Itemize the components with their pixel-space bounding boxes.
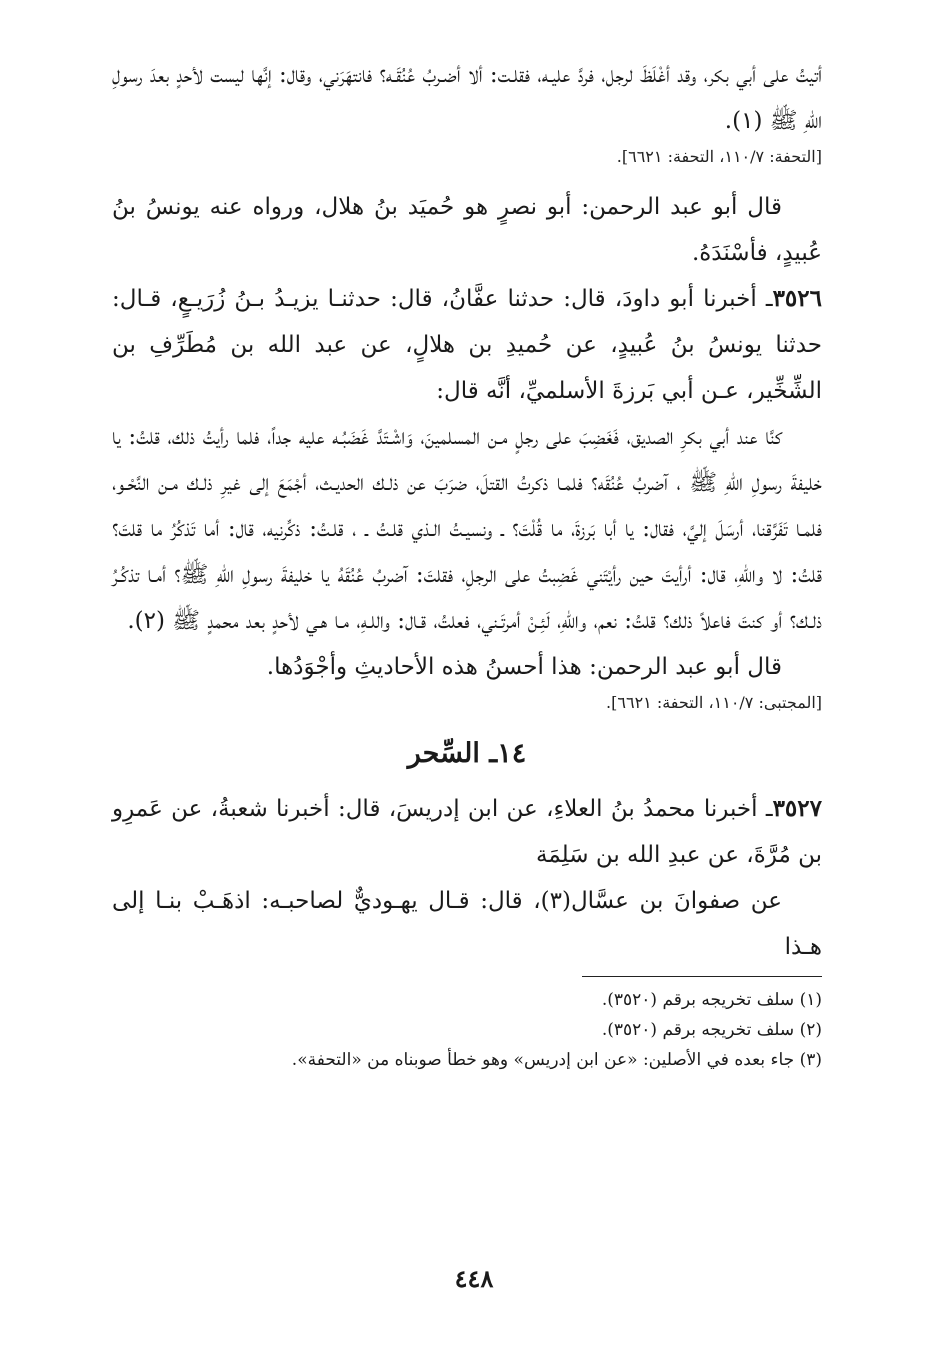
- hadith-3527-matn: عن صفوانَ بن عسَّال(٣)، قال: قـال يهـوديٌّ لصاحبـه: اذهَـبْ بنـا إلى هـذا: [112, 888, 822, 960]
- isnad-text: ـ أخبرنا أبو داودَ، قال: حدثنا عفَّانُ، قال: حدثنـا يزيـدُ بـنُ زُرَيـعٍ، قـال: حدثنا يونسُ بنُ عُبيدٍ، عن حُميدِ بن هلالٍ، عن عبد الله بن مُطَرِّفِ بن الشِّخِّير، عـن أبي بَرزةَ الأسلميِّ، أنَّه قال:: [112, 286, 822, 404]
- footnote-divider: [582, 976, 822, 977]
- hadith-3526-isnad: [112, 276, 822, 414]
- hadith-number: ٣٥٢٦: [772, 285, 822, 312]
- hadith-reference: [التحفة: ١١٠/٧، التحفة: ٦٦٢١].: [616, 147, 822, 166]
- hadith-3526-matn: كنَّا عند أبي بكرِ الصديق، فَغَضِبَ على رجلٍ مـن المسلمينَ، وَاشْـتَدَّ غَضَبُـه عليه جداً، فلما رأيتُ ذلك، قلتُ: يا خليفةَ رسولِ اللهِ ﷺ ، آضربُ عُنُقَه؟ فلمـا ذكرتُ القتلَ، ضرَبَ عن ذلـك الحديـث، أجْمَعَ إلى غيرِ ذلـك مـن النَّحْـو، فلمـا تَفَرَّقنا، أرسَلَ إليَّ، فقال: يا أبا بَرزةَ، ما قُلْتَ؟ ـ ونسيـتُ الـذي قلـتُ ـ ، قلـتُ: ذكِّرنيه، قال: أما تَذكُرُ ما قلتَ؟ قلتُ: لا واللهِ، قال: أرأيتَ حين رأيْتَني غَضِبتُ على الرجلِ، فقلتَ: آضربُ عُنُقَهُ يا خليفةَ رسولِ اللهِ ﷺ؟ أمـا تذكُـرُ ذلـك؟ أو كنتَ فاعلاً ذلك؟ قلتُ: نعم، واللهِ، لَئِـنْ أمرتَـني، فعلتُ، قـال: واللـهِ، مـا هـي لأحدٍ بعد محمدٍ ﷺ (٢).: [112, 424, 822, 634]
- isnad-text: ـ أخبرنا محمدُ بنُ العلاءِ، عن ابن إدريسَ، قال: أخبرنا شعبةُ، عن عَمرِو بن مُرَّةَ، عن عبدِ الله بن سَلِمَة: [112, 796, 822, 868]
- footnote-3: (٣) جاء بعده في الأصلين: «عن ابن إدريس» وهو خطأ صوبناه من «التحفة».: [291, 1050, 822, 1070]
- page-content: [112, 52, 822, 1075]
- author-comment: قال أبو عبد الرحمن: أبو نصرٍ هو حُميَد بنُ هلال، ورواه عنه يونسُ بنُ عُبيدٍ، فأسْنَدَهُ.: [112, 194, 822, 266]
- footnote-2: (٢) سلف تخريجه برقم (٣٥٢٠).: [601, 1020, 822, 1040]
- hadith-3526-reference: [المجتبى: ١١٠/٧، التحفة: ٦٦٢١].: [606, 693, 822, 712]
- page-number: ٤٤٨: [454, 1264, 494, 1293]
- chapter-title: ١٤ـ السِّحر: [407, 738, 527, 769]
- hadith-continuation-text: أتيتُ على أبي بكر، وقد أغْلَظَ لرجل، فردَّ عليـه، فقلـت: ألا أضـربُ عُنُقَـه؟ فانتهَرَني، وقال: إنَّها ليست لأحدٍ بعدَ رسولِ اللهِ ﷺ (١).: [112, 62, 822, 134]
- hadith-number: ٣٥٢٧: [772, 795, 822, 822]
- footnote-1: (١) سلف تخريجه برقم (٣٥٢٠).: [601, 990, 822, 1010]
- hadith-3526-comment: قال أبو عبد الرحمن: هذا أحسنُ هذه الأحاديثِ وأجْوَدُها.: [266, 654, 782, 680]
- hadith-3527-isnad: [112, 786, 822, 878]
